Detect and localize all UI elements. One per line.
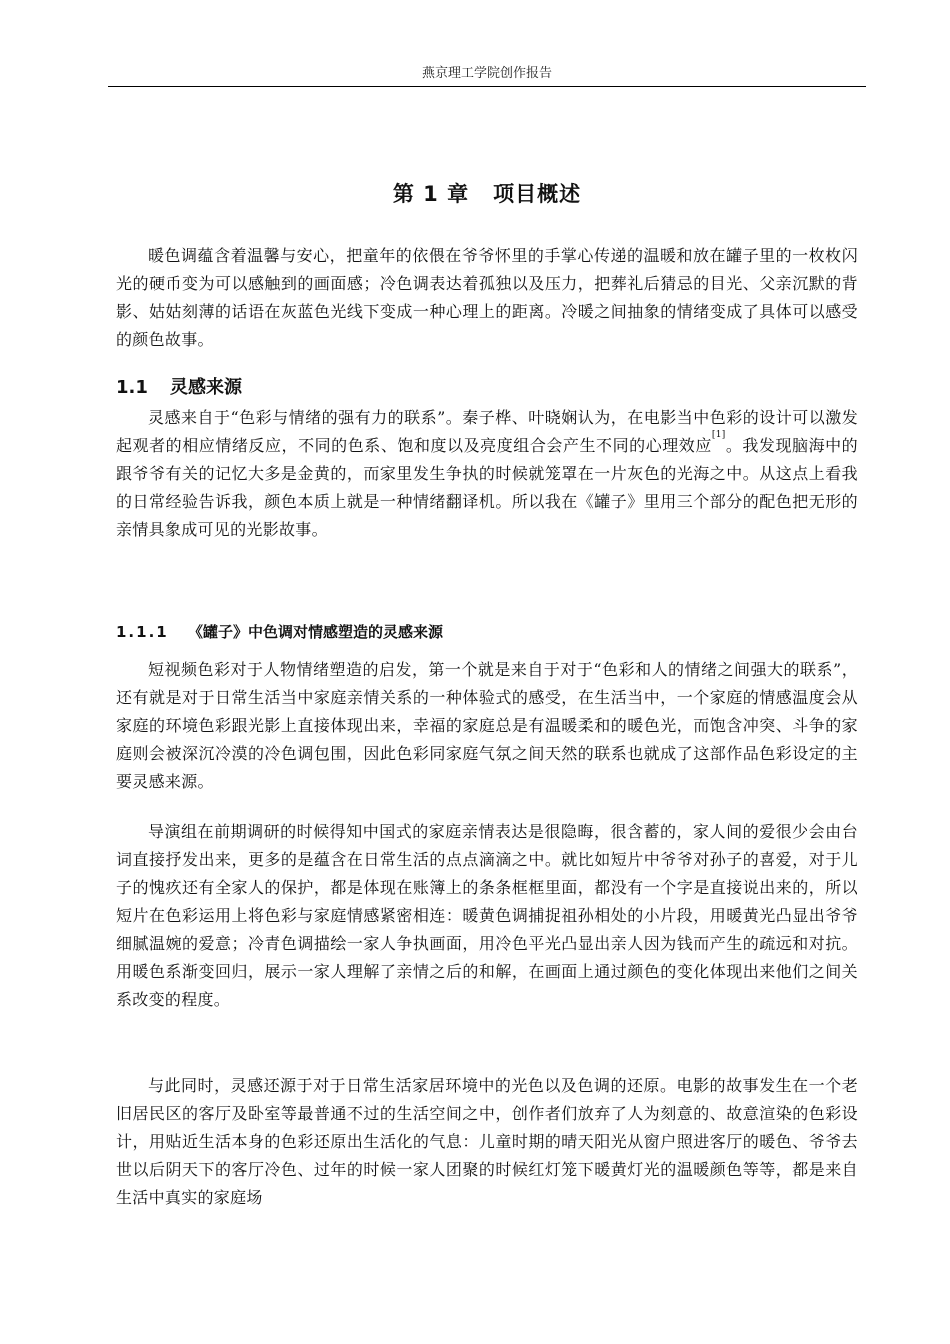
inspiration-paragraph: [116, 404, 858, 544]
chapter-heading: [108, 180, 866, 208]
running-header: 燕京理工学院创作报告: [421, 66, 552, 81]
citation-marker: [1]: [711, 430, 726, 440]
subsection-heading-1-1-1: [116, 620, 443, 644]
section-number: 1.1: [116, 377, 148, 398]
chapter-number: 第 1 章: [392, 182, 470, 206]
body-paragraph-3: 与此同时，灵感还源于对于日常生活家居环境中的光色以及色调的还原。电影的故事发生在一个老旧居民区的客厅及卧室等最普通不过的生活空间之中，创作者们放弃了人为刻意的、故意渲染的色彩设计，用贴近生活本身的色彩还原出生活化的气息：儿童时期的晴天阳光从窗户照进客厅的暖色、爷爷去世以后阴天下的客厅冷色、过年的时候一家人团聚的时候红灯笼下暖黄灯光的温暖颜色等等，都是来自生活中真实的家庭场: [116, 1076, 858, 1207]
body-paragraph-1: 短视频色彩对于人物情绪塑造的启发，第一个就是来自于对于“色彩和人的情绪之间强大的联系”，还有就是对于日常生活当中家庭亲情关系的一种体验式的感受，在生活当中，一个家庭的情感温度会从家庭的环境色彩跟光影上直接体现出来，幸福的家庭总是有温暖柔和的暖色光，而饱含冲突、斗争的家庭则会被深沉冷漠的冷色调包围，因此色彩同家庭气氛之间天然的联系也就成了这部作品色彩设定的主要灵感来源。: [116, 660, 858, 791]
section-title-text: 灵感来源: [170, 377, 242, 398]
subsection-title-text: 《罐子》中色调对情感塑造的灵感来源: [188, 623, 444, 641]
inspiration-text-end: 。我发现脑海中的跟爷爷有关的记忆大多是金黄的，而家里发生争执的时候就笼罩在一片灰色的光海之中。从这点上看我的日常经验告诉我，颜色本质上就是一种情绪翻译机。所以我在《罐子》里用三个部分的配色把无形的亲情具象成可见的光影故事。: [116, 436, 858, 539]
subsection-number: 1.1.1: [116, 623, 169, 641]
chapter-title-text: 项目概述: [493, 182, 582, 206]
intro-paragraph: 暖色调蕴含着温馨与安心，把童年的依偎在爷爷怀里的手掌心传递的温暖和放在罐子里的一枚枚闪光的硬币变为可以感触到的画面感；冷色调表达着孤独以及压力，把葬礼后猜忌的目光、父亲沉默的背影、姑姑刻薄的话语在灰蓝色光线下变成一种心理上的距离。冷暖之间抽象的情绪变成了具体可以感受的颜色故事。: [116, 246, 858, 349]
body-paragraph-2: 导演组在前期调研的时候得知中国式的家庭亲情表达是很隐晦，很含蓄的，家人间的爱很少会由台词直接抒发出来，更多的是蕴含在日常生活的点点滴滴之中。就比如短片中爷爷对孙子的喜爱，对于儿子的愧疚还有全家人的保护，都是体现在账簿上的条条框框里面，都没有一个字是直接说出来的，所以短片在色彩运用上将色彩与家庭情感紧密相连：暖黄色调捕捉祖孙相处的小片段，用暖黄光凸显出爷爷细腻温婉的爱意；冷青色调描绘一家人争执画面，用冷色平光凸显出亲人因为钱而产生的疏远和对抗。用暖色系渐变回归，展示一家人理解了亲情之后的和解，在画面上通过颜色的变化体现出来他们之间关系改变的程度。: [116, 822, 858, 1009]
section-heading-1-1: [116, 374, 242, 402]
header-divider: [108, 86, 866, 87]
inspiration-text-start: 灵感来自于“色彩与情绪的强有力的联系”。秦子桦、叶晓娴认为，在电影当中色彩的设计可以激发起观者的相应情绪反应，不同的色系、饱和度以及亮度组合会产生不同的心理效应: [116, 408, 858, 455]
